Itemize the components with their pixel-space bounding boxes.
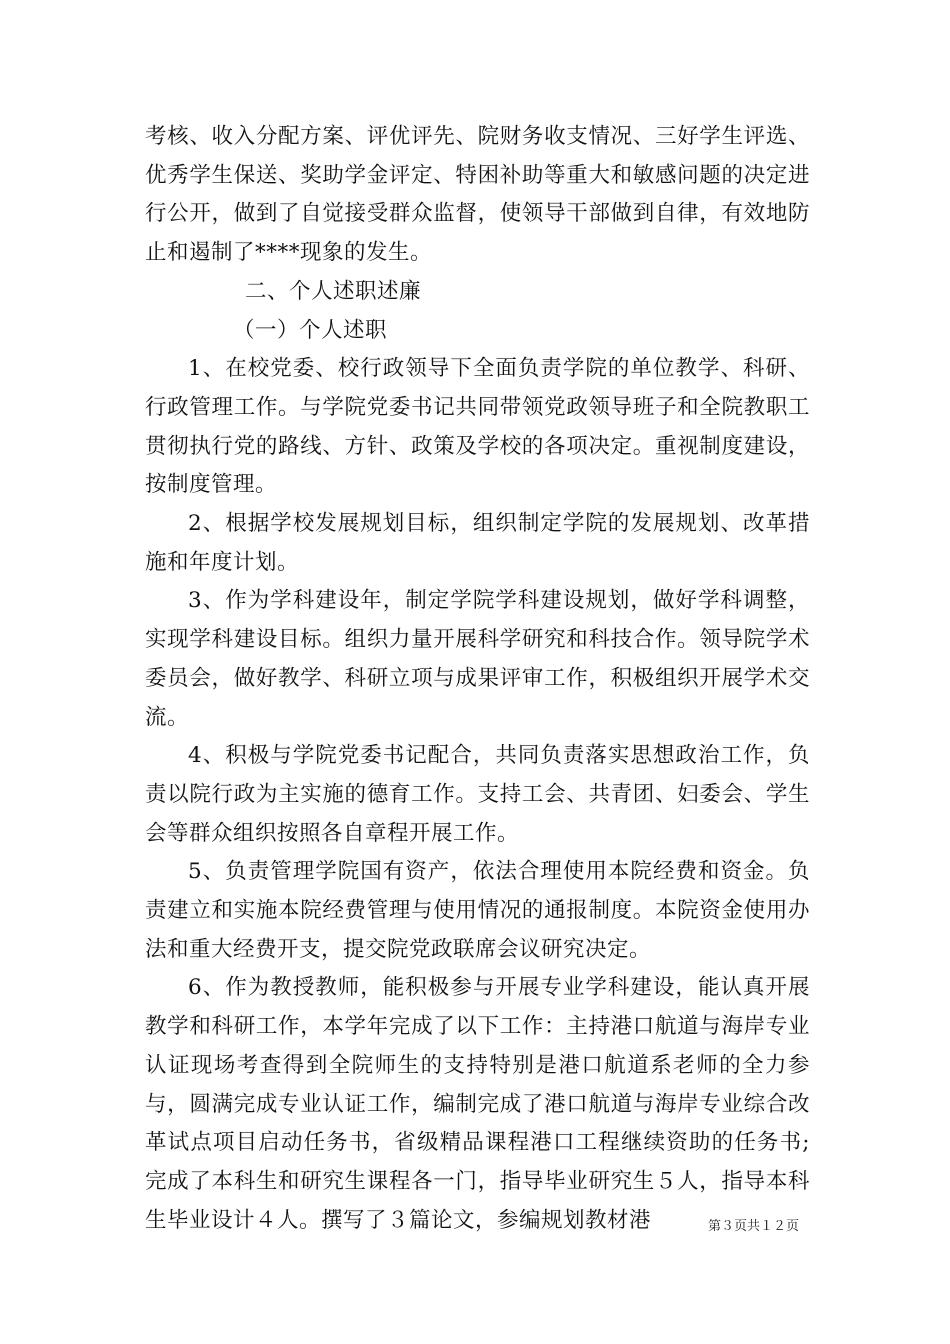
paragraph-item-5: 5、负责管理学院国有资产，依法合理使用本院经费和资金。负责建立和实施本院经费管理与使用情况的通报制度。本院资金使用办法和重大经费开支，提交院党政联席会议研究决定。	[145, 859, 810, 962]
section-heading: 二、个人述职述廉	[245, 278, 422, 304]
paragraph-item-4: 4、积极与学院党委书记配合，共同负责落实思想政治工作，负责以院行政为主实施的德育工作。支持工会、共青团、妇委会、学生会等群众组织按照各自章程开展工作。	[145, 743, 810, 846]
paragraph-item-3: 3、作为学科建设年，制定学院学科建设规划，做好学科调整，实现学科建设目标。组织力量开展科学研究和科技合作。领导院学术委员会，做好教学、科研立项与成果评审工作，积极组织开展学术交流。	[145, 588, 810, 730]
page-number-footer: 第３页共１２页	[708, 1219, 800, 1234]
paragraph-item-2: 2、根据学校发展规划目标，组织制定学院的发展规划、改革措施和年度计划。	[145, 511, 810, 575]
subsection-heading: （一）个人述职	[233, 317, 388, 343]
paragraph-item-6: 6、作为教授教师，能积极参与开展专业学科建设，能认真开展教学和科研工作，本学年完成了以下工作：主持港口航道与海岸专业认证现场考查得到全院师生的支持特别是港口航道系老师的全力参与，圆满完成专业认证工作，编制完成了港口航道与海岸专业综合改革试点项目启动任务书，省级精品课程港口工程继续资助的任务书;完成了本科生和研究生课程各一门，指导毕业研究生５人，指导本科生毕业设计４人。撰写了３篇论文，参编规划教材港	[145, 975, 810, 1233]
paragraph-continuation: 考核、收入分配方案、评优评先、院财务收支情况、三好学生评选、优秀学生保送、奖助学金评定、特困补助等重大和敏感问题的决定进行公开，做到了自觉接受群众监督，使领导干部做到自律，有效地防止和遏制了****现象的发生。	[145, 124, 810, 266]
paragraph-item-1: 1、在校党委、校行政领导下全面负责学院的单位教学、科研、行政管理工作。与学院党委书记共同带领党政领导班子和全院教职工贯彻执行党的路线、方针、政策及学校的各项决定。重视制度建设，按制度管理。	[145, 356, 810, 498]
document-body	[145, 118, 810, 1240]
